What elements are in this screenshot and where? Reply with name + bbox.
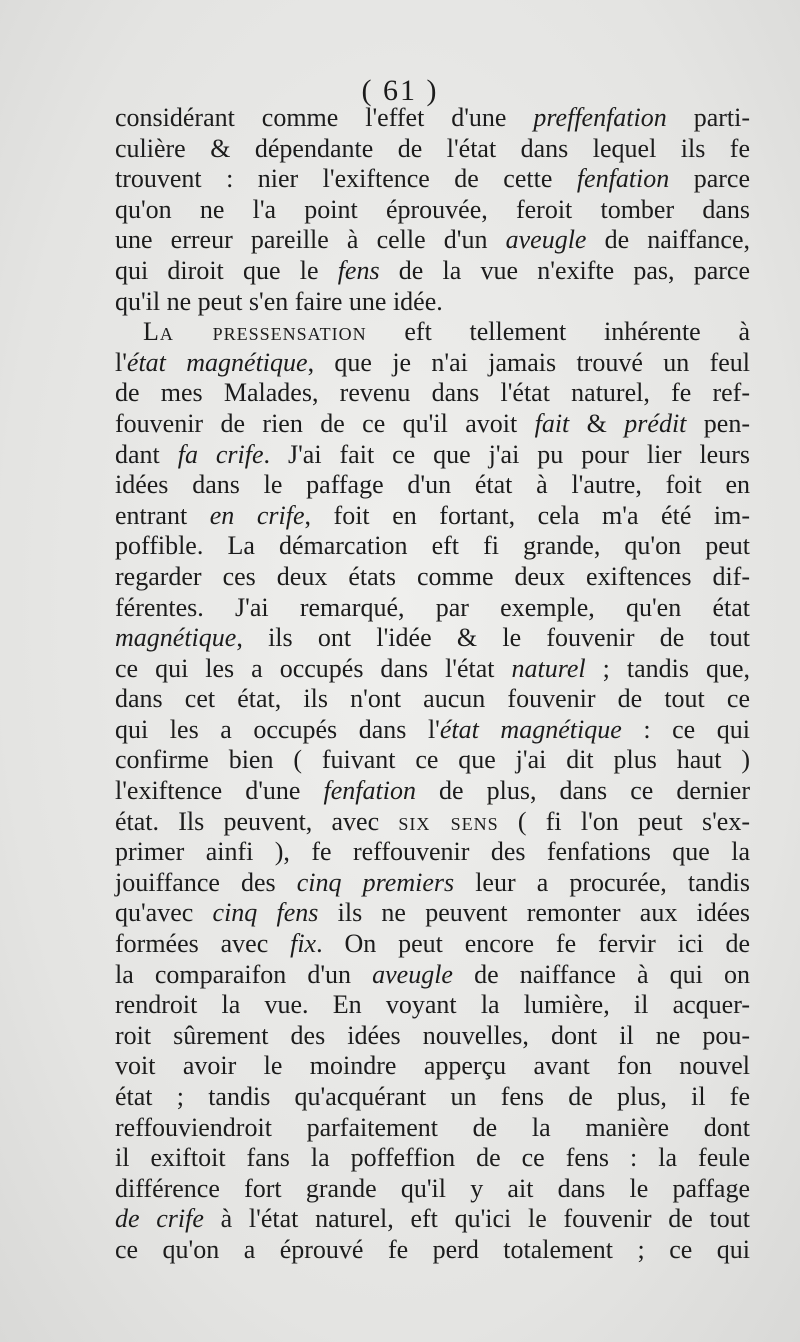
text-line <box>115 256 750 287</box>
text-segment: qu'avec <box>115 898 213 928</box>
text-line <box>115 409 750 440</box>
text-segment: formées avec <box>115 929 291 959</box>
text-line <box>115 1174 750 1205</box>
text-segment: considérant comme l'effet d'une <box>115 103 534 132</box>
text-segment: état ; tandis qu'acquérant un fens de plus, il fe <box>115 1082 750 1111</box>
text-segment: culière & dépendante de l'état dans lequel ils fe <box>115 133 750 163</box>
text-segment: primer ainfi ), fe reffouvenir des fenfations que la <box>115 837 750 867</box>
text-segment: regarder ces deux états comme deux exiftences dif- <box>115 561 750 591</box>
italic-text: fenfation <box>576 164 670 194</box>
italic-text: magnétique <box>115 623 237 653</box>
text-segment: leur a procurée, tandis <box>454 867 750 897</box>
text-segment: roit sûrement des idées nouvelles, dont il ne pou- <box>115 1020 750 1050</box>
text-line <box>115 134 750 165</box>
text-line <box>115 1235 750 1266</box>
text-line <box>115 1051 750 1082</box>
text-segment: . J'ai fait ce que j'ai pu pour lier leurs <box>263 439 750 469</box>
text-segment: ; tandis que, <box>585 653 751 683</box>
text-segment: pen- <box>686 408 751 438</box>
text-segment: qui les a occupés dans l' <box>115 714 440 744</box>
text-segment: ce qui les a occupés dans l'état <box>115 653 512 683</box>
text-line <box>115 745 750 776</box>
text-segment: , foit en fortant, cela m'a été im- <box>304 500 751 530</box>
text-line <box>115 929 750 960</box>
text-line <box>115 807 750 838</box>
text-segment: idées dans le paffage d'un état à l'autre, foit en <box>115 470 750 500</box>
italic-text: aveugle <box>505 225 587 255</box>
text-line <box>115 1143 750 1174</box>
text-segment: , que je n'ai jamais trouvé un feul <box>307 347 751 377</box>
italic-text: prédit <box>624 408 687 438</box>
text-line <box>115 317 750 348</box>
text-segment: , ils ont l'idée & le fouvenir de tout <box>236 623 750 653</box>
text-line <box>115 1204 750 1235</box>
text-line <box>115 837 750 868</box>
text-line <box>115 562 750 593</box>
text-line <box>115 378 750 409</box>
italic-text: état magnétique <box>439 714 622 744</box>
text-line <box>115 776 750 807</box>
text-line <box>115 1113 750 1144</box>
text-line <box>115 1021 750 1052</box>
italic-text: preffenfation <box>533 103 667 132</box>
text-line <box>115 990 750 1021</box>
text-line <box>115 868 750 899</box>
text-segment: : ce qui <box>621 714 751 744</box>
text-segment: parti- <box>666 103 751 132</box>
text-line <box>115 501 750 532</box>
text-segment: état. Ils peuvent, avec <box>115 806 399 836</box>
text-segment: ( fi l'on peut s'ex- <box>498 806 750 836</box>
italic-text: état magnétique <box>126 347 308 377</box>
italic-text: cinq premiers <box>296 867 455 897</box>
italic-text: de crife <box>115 1204 204 1234</box>
text-segment: ce qu'on a éprouvé fe perd totalement ; ce qui <box>115 1234 750 1264</box>
small-caps-text: six sens <box>398 806 499 836</box>
text-segment: la comparaifon d'un <box>115 959 373 989</box>
text-segment: & <box>569 408 625 438</box>
text-segment: une erreur pareille à celle d'un <box>115 225 506 255</box>
text-segment: parce <box>669 164 751 194</box>
text-segment: l' <box>115 347 127 377</box>
text-line <box>115 440 750 471</box>
text-line <box>115 960 750 991</box>
text-line <box>115 103 750 134</box>
text-segment: dant <box>115 439 178 469</box>
italic-text: fa crife <box>177 439 264 469</box>
text-line <box>115 684 750 715</box>
italic-text: aveugle <box>372 959 453 989</box>
text-segment: entrant <box>115 500 210 530</box>
text-segment: fouvenir de rien de ce qu'il avoit <box>115 408 535 438</box>
text-segment: de plus, dans ce dernier <box>415 776 750 806</box>
text-segment: férentes. J'ai remarqué, par exemple, qu'en état <box>115 592 750 622</box>
text-segment: l'exiftence d'une <box>115 776 324 806</box>
italic-text: fait <box>534 408 570 438</box>
text-segment: de mes Malades, revenu dans l'état naturel, fe ref- <box>115 378 750 408</box>
italic-text: cinq fens <box>212 898 319 928</box>
italic-text: fix <box>290 929 317 959</box>
page-number: ( 61 ) <box>361 74 439 107</box>
italic-text: en crife <box>209 500 305 530</box>
text-segment: ils ne peuvent remonter aux idées <box>318 898 750 928</box>
text-line <box>115 195 750 226</box>
text-line <box>115 348 750 379</box>
text-segment: confirme bien ( fuivant ce que j'ai dit plus haut ) <box>115 745 750 775</box>
text-segment: à l'état naturel, eft qu'ici le fouvenir de tout <box>203 1204 751 1234</box>
text-line <box>115 654 750 685</box>
text-line <box>115 470 750 501</box>
text-segment: de la vue n'exifte pas, parce <box>379 255 751 285</box>
italic-text: naturel <box>511 653 586 683</box>
text-line <box>115 287 750 318</box>
text-segment: qu'il ne peut s'en faire une idée. <box>115 286 443 316</box>
text-segment: il exiftoit fans la poffeffion de ce fens : la feule <box>115 1143 750 1173</box>
text-line <box>115 225 750 256</box>
text-line <box>115 531 750 562</box>
text-line <box>115 593 750 624</box>
text-line <box>115 1082 750 1113</box>
text-segment: voit avoir le moindre apperçu avant fon nouvel <box>115 1051 750 1081</box>
body-text <box>115 103 750 1266</box>
text-segment: jouiffance des <box>115 867 297 897</box>
text-segment: de naiffance, <box>586 225 750 255</box>
text-segment: différence fort grande qu'il y ait dans le paffage <box>115 1173 750 1203</box>
italic-text: fenfation <box>323 776 416 806</box>
text-segment: poffible. La démarcation eft fi grande, qu'on peut <box>115 531 750 561</box>
text-segment: de naiffance à qui on <box>452 959 750 989</box>
text-segment: eft tellement inhérente à <box>366 317 750 347</box>
text-segment: qu'on ne l'a point éprouvée, feroit tomber dans <box>115 194 750 224</box>
italic-text: fens <box>337 255 380 285</box>
text-segment: dans cet état, ils n'ont aucun fouvenir de tout ce <box>115 684 750 714</box>
text-segment: . On peut encore fe fervir ici de <box>316 929 750 959</box>
text-segment: reffouviendroit parfaitement de la manière dont <box>115 1112 750 1142</box>
text-line <box>115 898 750 929</box>
text-line <box>115 623 750 654</box>
text-segment: qui diroit que le <box>115 255 338 285</box>
text-line <box>115 715 750 746</box>
text-segment: trouvent : nier l'exiftence de cette <box>115 164 577 194</box>
small-caps-text: La pressensation <box>143 317 367 347</box>
text-line <box>115 164 750 195</box>
text-segment: rendroit la vue. En voyant la lumière, il acquer- <box>115 990 750 1020</box>
